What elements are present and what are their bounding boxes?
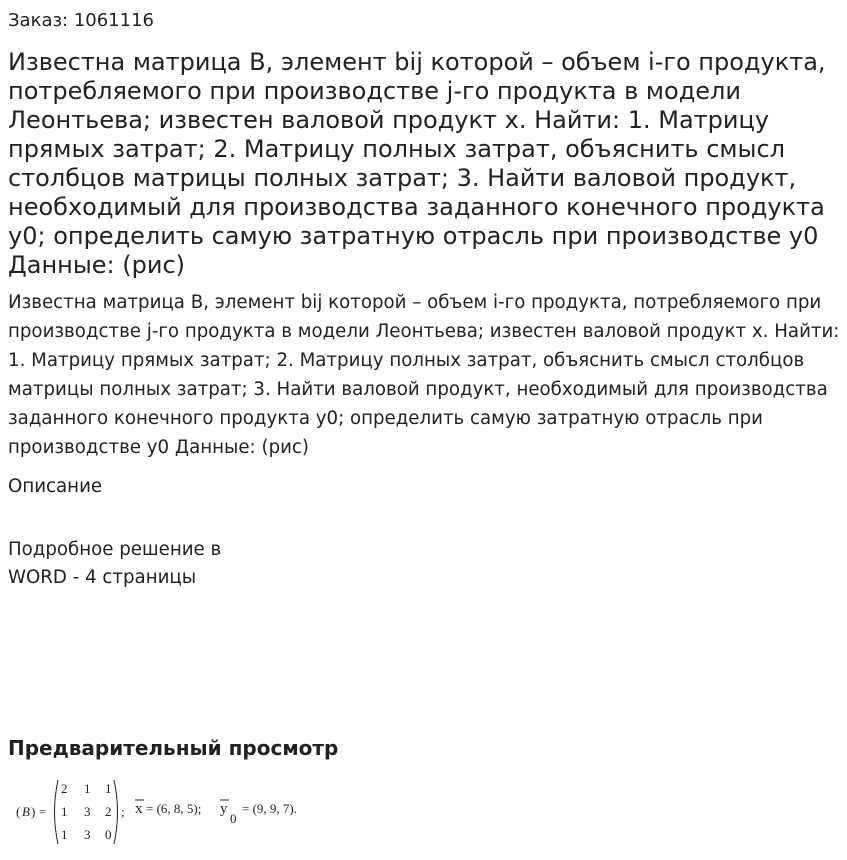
matrix-cell: 3 <box>84 804 91 819</box>
matrix-cell: 2 <box>105 804 112 819</box>
solution-details-line-2: WORD - 4 страницы <box>8 567 197 588</box>
x-vector-value: = (6, 8, 5); <box>146 801 202 816</box>
matrix-equals: = <box>39 804 47 819</box>
matrix-cell: 0 <box>105 827 112 842</box>
preview-title: Предварительный просмотр <box>8 736 339 760</box>
solution-details-line-1: Подробное решение в <box>8 539 222 560</box>
y-vector-label: y <box>220 801 228 817</box>
formula-svg <box>14 776 334 848</box>
matrix-cell: 1 <box>61 827 68 842</box>
matrix-cell: 1 <box>105 781 112 796</box>
matrix-cell: 1 <box>61 804 68 819</box>
page-title: Известна матрица B, элемент bij которой – объем i-го продукта, потребляемого при производстве j-го продукта в модели Леонтьева; известен валовой продукт x. Найти: 1. Матрицу прямых затрат; 2. Матрицу полных затрат, объяснить смысл столбцов матрицы полных затрат; 3. Найти валовой продукт, необходимый для производства заданного конечного продукта y0; определить самую затратную отрасль при производстве y0 Данные: (рис) <box>8 48 826 279</box>
description-section-label: Описание <box>8 476 103 497</box>
matrix-semicolon: ; <box>121 804 125 819</box>
matrix-name: B <box>22 804 30 819</box>
y-vector-value: = (9, 9, 7). <box>242 801 297 816</box>
matrix-right-bracket <box>114 780 118 844</box>
solution-details <box>8 536 268 592</box>
matrix-cell: 3 <box>84 827 91 842</box>
x-vector-label: x <box>135 801 143 817</box>
matrix-close-paren: ) <box>31 804 36 819</box>
matrix-cell: 2 <box>61 781 68 796</box>
task-description: Известна матрица B, элемент bij которой – объем i-го продукта, потребляемого при производстве j-го продукта в модели Леонтьева; известен валовой продукт x. Найти: 1. Матрицу прямых затрат; 2. Матрицу полных затрат, объяснить смысл столбцов матрицы полных затрат; 3. Найти валовой продукт, необходимый для производства заданного конечного продукта y0; определить самую затратную отрасль при производстве y0 Данные: (рис) <box>8 292 840 458</box>
matrix-open-paren: ( <box>16 804 21 819</box>
matrix-left-bracket <box>55 780 59 844</box>
y-vector-subscript: 0 <box>230 811 237 826</box>
matrix-cell: 1 <box>84 781 91 796</box>
order-number: Заказ: 1061116 <box>8 10 154 31</box>
preview-formula-image <box>14 776 334 848</box>
